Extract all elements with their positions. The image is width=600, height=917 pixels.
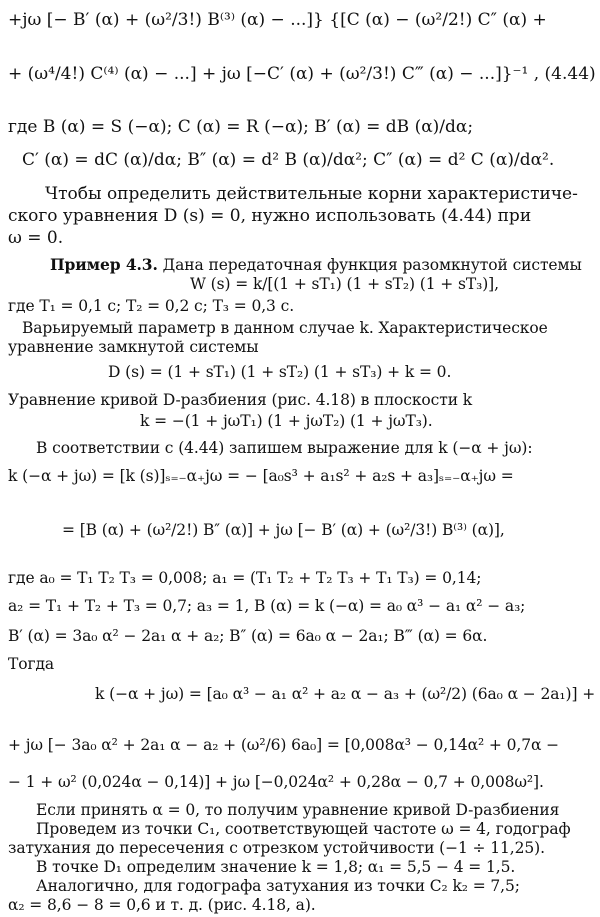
- paragraph-line: Аналогично, для годографа затухания из точки C₂ k₂ = 7,5;: [36, 877, 520, 895]
- equation-line: = [B (α) + (ω²/2!) B″ (α)] + jω [− B′ (α) + (ω²/3!) B⁽³⁾ (α)],: [62, 521, 505, 539]
- equation-line: k = −(1 + jωT₁) (1 + jωT₂) (1 + jωT₃).: [140, 412, 433, 430]
- paragraph-line: Чтобы определить действительные корни характеристиче-: [45, 184, 578, 204]
- equation-line: + (ω⁴/4!) C⁽⁴⁾ (α) − ...] + jω [−C′ (α) + (ω²/3!) C‴ (α) − ...]}⁻¹ , (4.44): [8, 64, 596, 84]
- paragraph-line: Варьируемый параметр в данном случае k. Характеристическое: [22, 319, 548, 337]
- equation-line: B′ (α) = 3a₀ α² − 2a₁ α + a₂; B″ (α) = 6a₀ α − 2a₁; B‴ (α) = 6α.: [8, 627, 488, 645]
- equation-line: C′ (α) = dC (α)/dα; B″ (α) = d² B (α)/dα²; C″ (α) = d² C (α)/dα².: [22, 150, 555, 170]
- paragraph-line: В соответствии с (4.44) запишем выражение для k (−α + jω):: [36, 439, 533, 457]
- paragraph-line: ского уравнения D (s) = 0, нужно использовать (4.44) при: [8, 206, 532, 226]
- equation-line: a₂ = T₁ + T₂ + T₃ = 0,7; a₃ = 1, B (α) = k (−α) = a₀ α³ − a₁ α² − a₃;: [8, 597, 526, 615]
- equation-line: W (s) = k/[(1 + sT₁) (1 + sT₂) (1 + sT₃)],: [190, 275, 499, 293]
- paragraph-line: ω = 0.: [8, 228, 64, 248]
- equation-line: + jω [− 3a₀ α² + 2a₁ α − a₂ + (ω²/6) 6a₀] = [0,008α³ − 0,14α² + 0,7α −: [8, 736, 560, 754]
- paragraph-line: уравнение замкнутой системы: [8, 338, 259, 356]
- equation-line: D (s) = (1 + sT₁) (1 + sT₂) (1 + sT₃) + k = 0.: [108, 363, 452, 381]
- equation-line: k (−α + jω) = [a₀ α³ − a₁ α² + a₂ α − a₃ + (ω²/2) (6a₀ α − 2a₁)] +: [95, 685, 596, 703]
- example-heading: Пример 4.3.: [50, 255, 158, 274]
- equation-line: − 1 + ω² (0,024α − 0,14)] + jω [−0,024α² + 0,28α − 0,7 + 0,008ω²].: [8, 773, 544, 791]
- paragraph-line: Дана передаточная функция разомкнутой системы: [162, 256, 582, 274]
- equation-line: где B (α) = S (−α); C (α) = R (−α); B′ (α) = dB (α)/dα;: [8, 117, 474, 137]
- paragraph-line: В точке D₁ определим значение k = 1,8; α₁ = 5,5 − 4 = 1,5.: [36, 858, 516, 876]
- paragraph-line: где T₁ = 0,1 с; T₂ = 0,2 с; T₃ = 0,3 с.: [8, 297, 295, 315]
- equation-line: +jω [− B′ (α) + (ω²/3!) B⁽³⁾ (α) − ...]} {[C (α) − (ω²/2!) C″ (α) +: [8, 10, 547, 30]
- paragraph-line: α₂ = 8,6 − 8 = 0,6 и т. д. (рис. 4.18, a).: [8, 896, 316, 914]
- paragraph-line: Проведем из точки C₁, соответствующей частоте ω = 4, годограф: [36, 820, 571, 838]
- paragraph-line: Уравнение кривой D-разбиения (рис. 4.18) в плоскости k: [8, 391, 473, 409]
- equation-line: k (−α + jω) = [k (s)]ₛ₌₋α₊jω = − [a₀s³ + a₁s² + a₂s + a₃]ₛ₌₋α₊jω =: [8, 467, 514, 485]
- paragraph-line: Если принять α = 0, то получим уравнение кривой D-разбиения: [36, 801, 560, 819]
- equation-line: где a₀ = T₁ T₂ T₃ = 0,008; a₁ = (T₁ T₂ + T₂ T₃ + T₁ T₃) = 0,14;: [8, 569, 482, 587]
- paragraph-line: Тогда: [8, 655, 55, 673]
- paragraph-line: затухания до пересечения с отрезком устойчивости (−1 ÷ 11,25).: [8, 839, 545, 857]
